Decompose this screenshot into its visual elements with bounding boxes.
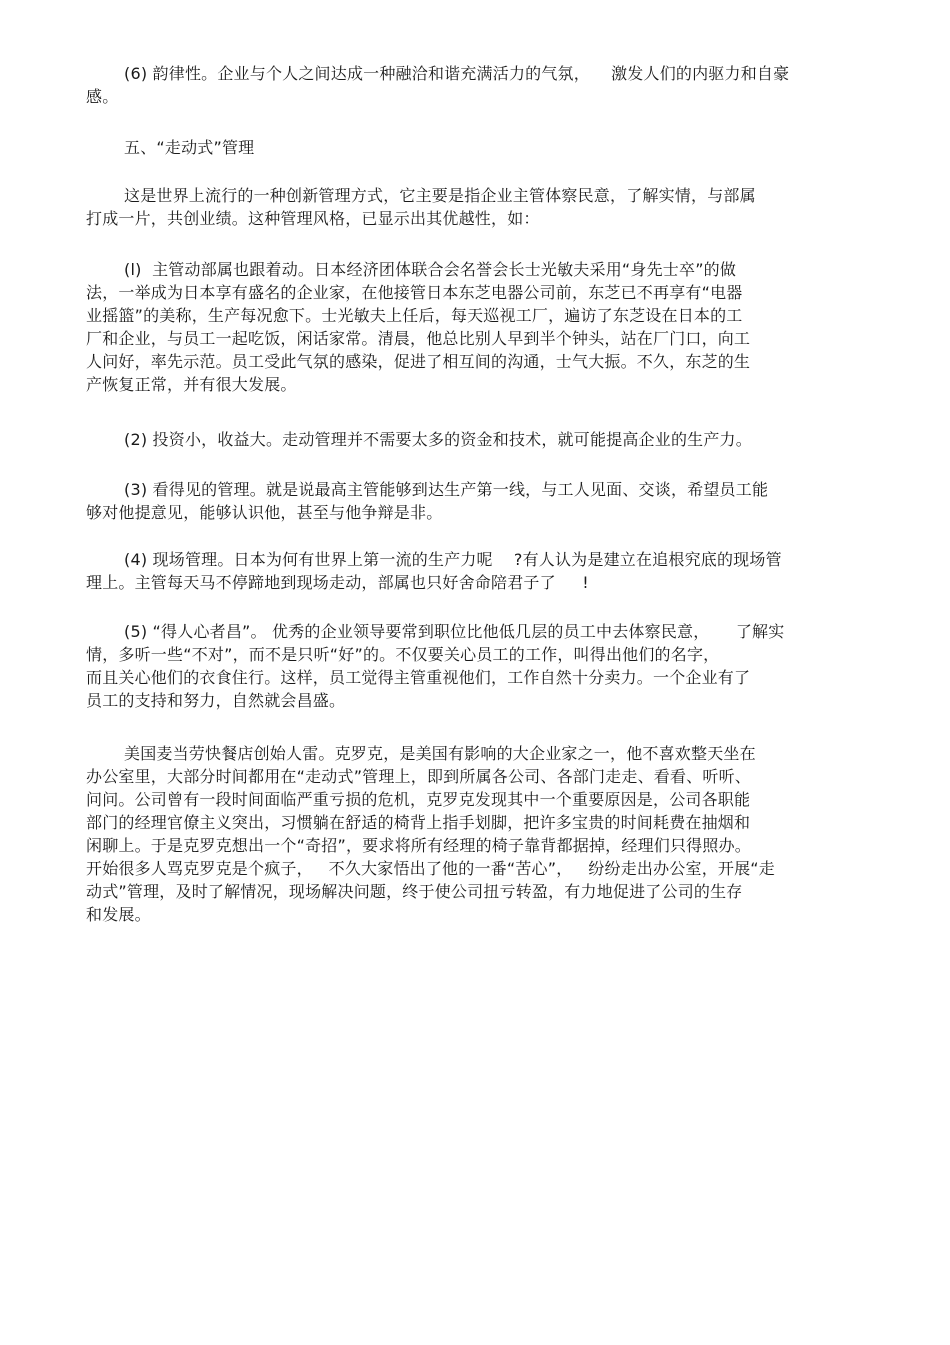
text-line: (4) 现场管理。日本为何有世界上第一流的生产力呢 ?有人认为是建立在追根究底的现场管 [124,550,782,569]
heading-text: 五、“走动式”管理 [124,138,255,157]
text-line: 够对他提意见，能够认识他，甚至与他争辩是非。 [86,503,443,522]
text-line: (l) 主管动部属也跟着动。日本经济团体联合会名誉会长士光敏夫采用“身先士卒”的做 [124,260,737,279]
text-line: 和发展。 [86,905,151,924]
paragraph-rhythm [86,62,789,108]
paragraph-mcdonalds-story [86,742,775,926]
text-line: 业摇篮”的美称，生产每况愈下。士光敏夫上任后，每天巡视工厂，遍访了东芝设在日本的工 [86,306,743,325]
text-line: 部门的经理官僚主义突出，习惯躺在舒适的椅背上指手划脚，把许多宝贵的时间耗费在抽烟和 [86,813,751,832]
section-heading [86,136,254,159]
text-line: 情，多听一些“不对”，而不是只听“好”的。不仅要关心员工的工作，叫得出他们的名字， [86,645,720,664]
text-line: 产恢复正常，并有很大发展。 [86,375,297,394]
text-line: 打成一片，共创业绩。这种管理风格，已显示出其优越性，如： [86,209,540,228]
text-line: 厂和企业，与员工一起吃饭，闲话家常。清晨，他总比别人早到半个钟头，站在厂门口，向工 [86,329,751,348]
text-line: 人问好，率先示范。员工受此气氛的感染，促进了相互间的沟通，士气大振。不久，东芝的生 [86,352,751,371]
paragraph-intro [86,184,756,230]
text-line: 办公室里，大部分时间都用在“走动式”管理上，即到所属各公司、各部门走走、看看、听听、 [86,767,751,786]
text-line: 员工的支持和努力，自然就会昌盛。 [86,691,346,710]
paragraph-point-4 [86,548,782,594]
text-line: 问问。公司曾有一段时间面临严重亏损的危机，克罗克发现其中一个重要原因是，公司各职能 [86,790,751,809]
text-line: 开始很多人骂克罗克是个疯子， 不久大家悟出了他的一番“苦心”， 纷纷走出办公室，开展“走 [86,859,775,878]
text-line: 理上。主管每天马不停蹄地到现场走动，部属也只好舍命陪君子了 ! [86,573,589,592]
text-line: 动式”管理，及时了解情况，现场解决问题，终于使公司扭亏转盈，有力地促进了公司的生存 [86,882,743,901]
text-line: 这是世界上流行的一种创新管理方式，它主要是指企业主管体察民意，了解实情，与部属 [124,186,756,205]
text-line: 法，一举成为日本享有盛名的企业家，在他接管日本东芝电器公司前，东芝已不再享有“电器 [86,283,743,302]
text-line: 闲聊上。于是克罗克想出一个“奇招”，要求将所有经理的椅子靠背都据掉，经理们只得照办。 [86,836,751,855]
text-line: 美国麦当劳快餐店创始人雷。克罗克，是美国有影响的大企业家之一，他不喜欢整天坐在 [124,744,756,763]
paragraph-point-2 [86,428,752,451]
text-line: 感。 [86,87,119,106]
paragraph-point-5 [86,620,784,712]
text-line: (3) 看得见的管理。就是说最高主管能够到达生产第一线，与工人见面、交谈，希望员工能 [124,480,769,499]
text-line: (5) “得人心者昌”。 优秀的企业领导要常到职位比他低几层的员工中去体察民意， 了解实 [124,622,785,641]
paragraph-point-3 [86,478,768,524]
paragraph-point-1 [86,258,750,396]
text-line: (6) 韵律性。企业与个人之间达成一种融洽和谐充满活力的气氛， 激发人们的内驱力和自豪 [124,64,790,83]
text-line: 而且关心他们的衣食住行。这样，员工觉得主管重视他们，工作自然十分卖力。一个企业有了 [86,668,751,687]
text-line: (2) 投资小，收益大。走动管理并不需要太多的资金和技术，就可能提高企业的生产力。 [124,430,752,449]
